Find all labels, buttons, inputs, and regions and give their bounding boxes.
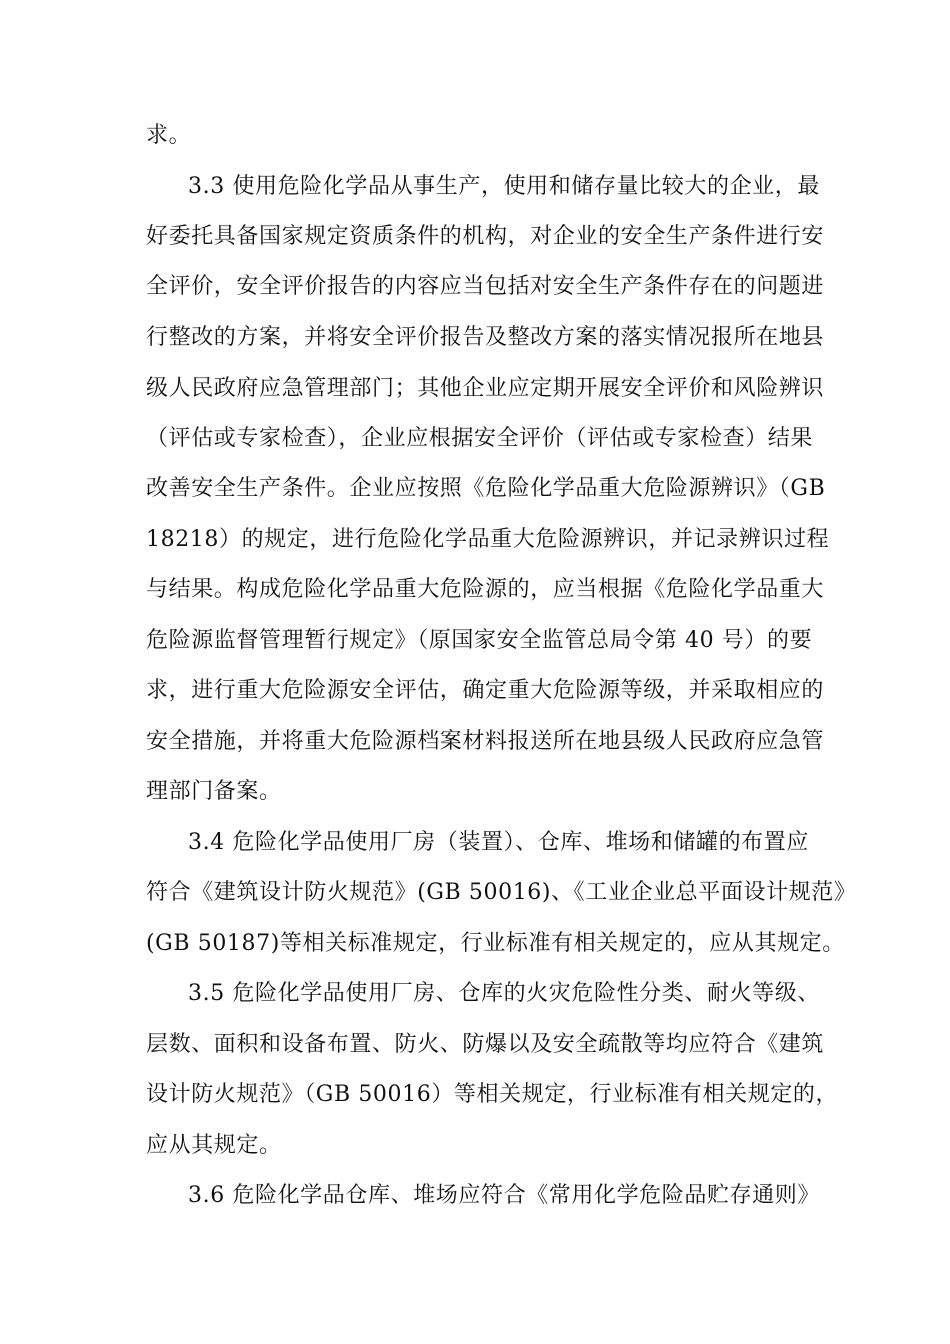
text-line: 好委托具备国家规定资质条件的机构，对企业的安全生产条件进行安	[146, 224, 825, 249]
section-3-5-heading-line: 3.5 危险化学品使用厂房、仓库的火灾危险性分类、耐火等级、	[188, 981, 820, 1006]
text-line: 求。	[146, 123, 192, 148]
text-line: 全评价，安全评价报告的内容应当包括对安全生产条件存在的问题进	[146, 274, 825, 299]
text-line: 与结果。构成危险化学品重大危险源的，应当根据《危险化学品重大	[146, 577, 825, 602]
text-line: 求，进行重大危险源安全评估，确定重大危险源等级，并采取相应的	[146, 678, 825, 703]
section-3-4-heading-line: 3.4 危险化学品使用厂房（装置）、仓库、堆场和储罐的布置应	[188, 830, 809, 855]
text-line: 符合《建筑设计防火规范》(GB 50016)、《工业企业总平面设计规范》	[146, 880, 857, 905]
text-line: 改善安全生产条件。企业应按照《危险化学品重大危险源辨识》（GB	[146, 476, 826, 501]
text-line: 18218）的规定，进行危险化学品重大危险源辨识，并记录辨识过程	[146, 527, 830, 552]
text-line: 安全措施，并将重大危险源档案材料报送所在地县级人民政府应急管	[146, 729, 825, 754]
text-line: 危险源监督管理暂行规定》（原国家安全监管总局令第 40 号）的要	[146, 628, 813, 653]
text-line: 设计防火规范》（GB 50016）等相关规定，行业标准有相关规定的，	[146, 1082, 839, 1107]
text-line: 行整改的方案，并将安全评价报告及整改方案的落实情况报所在地县	[146, 325, 825, 350]
section-3-3-heading-line: 3.3 使用危险化学品从事生产，使用和储存量比较大的企业，最	[188, 174, 820, 199]
text-line: 级人民政府应急管理部门；其他企业应定期开展安全评价和风险辨识	[146, 376, 825, 401]
text-line: 层数、面积和设备布置、防火、防爆以及安全疏散等均应符合《建筑	[146, 1032, 825, 1057]
section-3-6-heading-line: 3.6 危险化学品仓库、堆场应符合《常用化学危险品贮存通则》	[188, 1183, 820, 1208]
text-line: （评估或专家检查），企业应根据安全评价（评估或专家检查）结果	[146, 426, 814, 451]
text-line: 理部门备案。	[146, 779, 282, 804]
text-line: (GB 50187)等相关标准规定，行业标准有相关规定的，应从其规定。	[146, 931, 845, 956]
text-line: 应从其规定。	[146, 1133, 282, 1158]
